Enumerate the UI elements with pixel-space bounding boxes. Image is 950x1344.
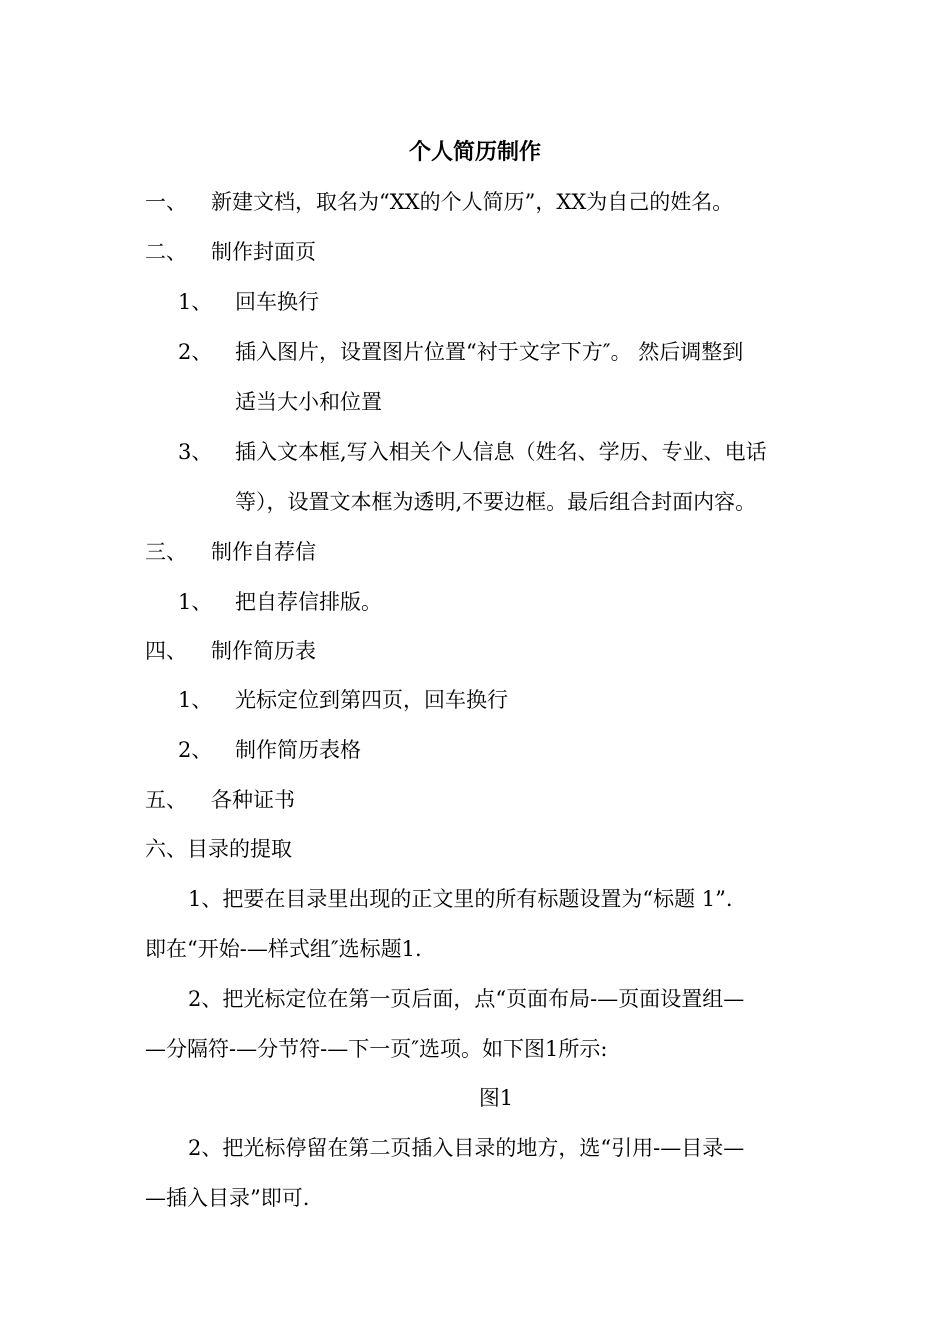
section-4-item-1-number: 1、 bbox=[178, 688, 213, 712]
section-1-number: 一、 bbox=[145, 190, 187, 214]
section-2-item-2-number: 2、 bbox=[178, 340, 213, 364]
section-2-item-1-text: 回车换行 bbox=[235, 290, 319, 314]
section-6-paragraph-3-line-1: 2、把光标停留在第二页插入目录的地方，选“引用-—目录— bbox=[188, 1136, 745, 1160]
section-5-heading: 各种证书 bbox=[211, 788, 295, 812]
section-3-heading: 制作自荐信 bbox=[211, 540, 316, 564]
section-6-paragraph-1-line-2: 即在“开始-—样式组″选标题1. bbox=[145, 937, 422, 961]
section-2-item-2-text: 插入图片，设置图片位置“衬于文字下方″。 然后调整到 bbox=[235, 340, 744, 364]
section-3-item-1-text: 把自荐信排版。 bbox=[235, 590, 382, 614]
section-4-number: 四、 bbox=[145, 639, 187, 663]
section-3-number: 三、 bbox=[145, 540, 187, 564]
section-2-item-3-text: 插入文本框,写入相关个人信息（姓名、学历、专业、电话 bbox=[235, 440, 767, 464]
section-4-heading: 制作简历表 bbox=[211, 639, 316, 663]
section-2-item-2-text-continued: 适当大小和位置 bbox=[235, 390, 382, 414]
section-1-text: 新建文档，取名为“XX的个人简历”，XX为自己的姓名。 bbox=[211, 190, 734, 214]
section-3-item-1-number: 1、 bbox=[178, 590, 213, 614]
section-4-item-2-text: 制作简历表格 bbox=[235, 738, 361, 762]
section-6-heading: 六、目录的提取 bbox=[145, 837, 292, 861]
section-2-item-1-number: 1、 bbox=[178, 290, 213, 314]
section-4-item-2-number: 2、 bbox=[178, 738, 213, 762]
section-5-number: 五、 bbox=[145, 788, 187, 812]
section-6-paragraph-2-line-2: —分隔符-—分节符-—下一页″选项。如下图1所示: bbox=[145, 1037, 608, 1061]
section-2-heading: 制作封面页 bbox=[211, 240, 316, 264]
section-4-item-1-text: 光标定位到第四页，回车换行 bbox=[235, 688, 508, 712]
section-2-number: 二、 bbox=[145, 240, 187, 264]
section-6-paragraph-1-line-1: 1、把要在目录里出现的正文里的所有标题设置为“标题 1”. bbox=[188, 887, 733, 911]
section-2-item-3-text-continued: 等），设置文本框为透明,不要边框。最后组合封面内容。 bbox=[235, 490, 757, 514]
section-6-paragraph-2-line-1: 2、把光标定位在第一页后面，点“页面布局-—页面设置组— bbox=[188, 987, 745, 1011]
section-2-item-3-number: 3、 bbox=[178, 440, 213, 464]
figure-caption: 图1 bbox=[478, 1086, 514, 1110]
document-title: 个人简历制作 bbox=[408, 139, 541, 165]
section-6-paragraph-3-line-2: —插入目录”即可. bbox=[145, 1186, 310, 1210]
